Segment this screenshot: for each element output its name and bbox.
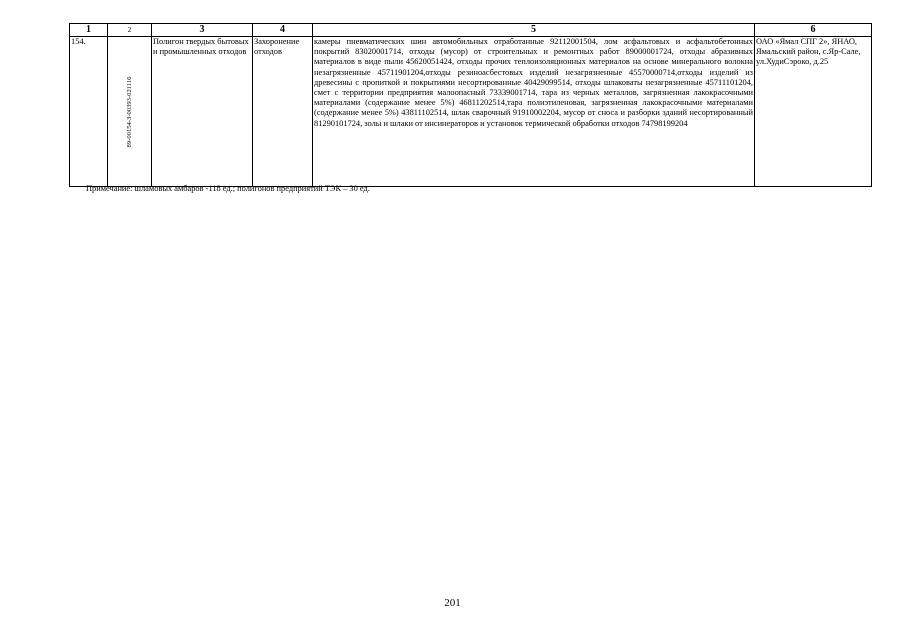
- column-header-4: 4: [253, 24, 313, 37]
- registry-code: 89-00154-З-00393-021116: [125, 76, 133, 147]
- table-header-row: [70, 24, 872, 37]
- operator-info: ОАО «Ямал СПГ 2», ЯНАО, Ямальский район, с.Яр-Сале, ул.ХудиСэроко, д.25: [755, 37, 872, 187]
- table-note: Примечание: шламовых амбаров -118 ед.; полигонов предприятий ТЭК – 30 ед.: [86, 184, 370, 193]
- waste-types: камеры пневматических шин автомобильных отработанные 92112001504, лом асфальтовых и асфальтобетонных покрытий 83020001714, отходы (мусор) от строительных и ремонтных работ 89000001724, отходы абразивных материалов в виде пыли 45620051424, отходы прочих теплоизоляционных материалов на основе минерального волокна незагрязненные 45711901204,отходы резиноасбестовых изделий незагрязненные 45570000714,отходы изделий из древесины с пропиткой и покрытиями несортированные 40429099514, отходы шлаковаты незагрязненные 45711101204, смет с территории предприятия малоопасный 73339001714, тара из черных металлов, загрязненная лакокрасочными материалами (содержание менее 5%) 46811202514,тара полиэтиленовая, загрязненная лакокрасочными материалами (содержание менее 5%) 43811102514, шлак сварочный 91910002204, мусор от сноса и разборки зданий несортированный 81290101724, золы и шлаки от инсинераторов и установок термической обработки отходов 74798199204: [313, 37, 755, 187]
- column-header-3: 3: [152, 24, 253, 37]
- object-purpose: Захоронение отходов: [253, 37, 313, 187]
- registry-code-cell: [108, 37, 152, 187]
- column-header-2: 2: [108, 24, 152, 37]
- row-number: 154.: [70, 37, 108, 187]
- column-header-6: 6: [755, 24, 872, 37]
- column-header-1: 1: [70, 24, 108, 37]
- object-name: Полигон твердых бытовых и промышленных отходов: [152, 37, 253, 187]
- table-row: [70, 37, 872, 187]
- page-number: 201: [444, 597, 461, 609]
- waste-facility-table: [69, 23, 872, 187]
- column-header-5: 5: [313, 24, 755, 37]
